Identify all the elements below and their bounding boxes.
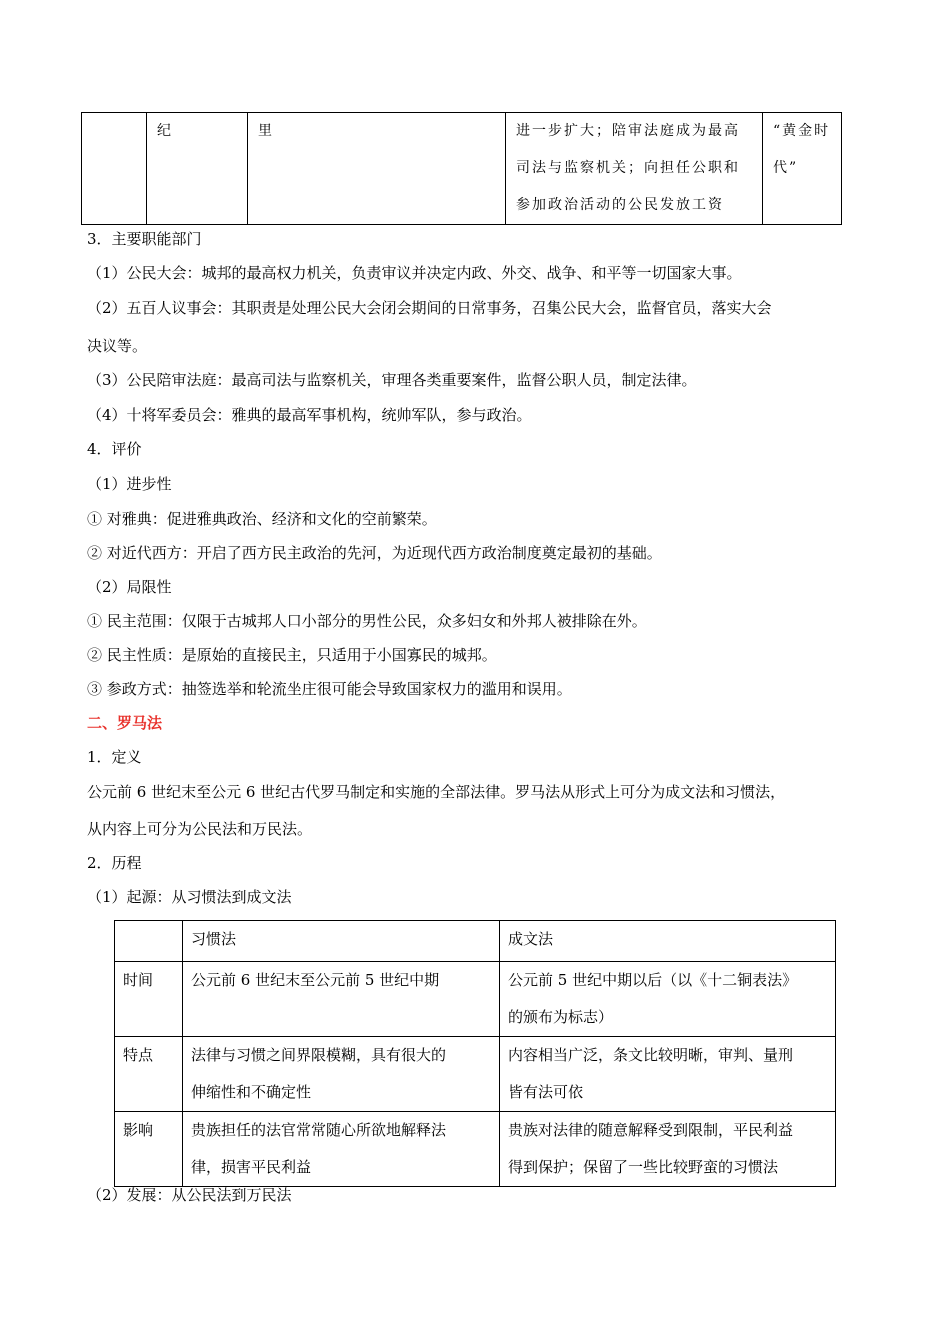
table-cell: 时间 <box>115 962 183 1037</box>
table-cell <box>183 1037 500 1112</box>
paragraph: ② 对近代西方：开启了西方民主政治的先河，为近现代西方政治制度奠定最初的基础。 <box>87 544 662 562</box>
table-header-row <box>115 921 836 962</box>
table-cell: 纪 <box>147 113 248 225</box>
section-heading: 2．历程 <box>87 854 142 872</box>
table-cell <box>183 962 500 1037</box>
paragraph: ① 民主范围：仅限于古城邦人口小部分的男性公民，众多妇女和外邦人被排除在外。 <box>87 612 647 630</box>
cell-line: 的颁布为标志） <box>508 1008 614 1026</box>
section-heading: 3．主要职能部门 <box>87 230 202 248</box>
cell-line: 进一步扩大；陪审法庭成为最高 <box>516 123 740 139</box>
cell-line: 公元前 5 世纪中期以后（以《十二铜表法》 <box>508 971 798 989</box>
paragraph: （1）公民大会：城邦的最高权力机关，负责审议并决定内政、外交、战争、和平等一切国家大事。 <box>87 264 742 282</box>
paragraph: ① 对雅典：促进雅典政治、经济和文化的空前繁荣。 <box>87 510 437 528</box>
table-cell: “黄金时代” <box>763 113 842 225</box>
paragraph: 公元前 6 世纪末至公元 6 世纪古代罗马制定和实施的全部法律。罗马法从形式上可分为成文法和习惯法， <box>87 783 786 801</box>
table-cell <box>506 113 763 225</box>
reform-table-fragment <box>81 112 842 225</box>
paragraph: （3）公民陪审法庭：最高司法与监察机关，审理各类重要案件，监督公职人员，制定法律。 <box>87 371 697 389</box>
cell-line: 法律与习惯之间界限模糊，具有很大的 <box>191 1046 447 1064</box>
table-row <box>82 113 842 225</box>
table-cell <box>82 113 147 225</box>
section-heading: 4．评价 <box>87 440 142 458</box>
table-cell <box>500 1037 836 1112</box>
table-cell: 特点 <box>115 1037 183 1112</box>
cell-line: 司法与监察机关；向担任公职和 <box>516 160 740 176</box>
paragraph: ② 民主性质：是原始的直接民主，只适用于小国寡民的城邦。 <box>87 646 497 664</box>
paragraph: （1）进步性 <box>87 475 172 493</box>
paragraph: ③ 参政方式：抽签选举和轮流坐庄很可能会导致国家权力的滥用和误用。 <box>87 680 572 698</box>
table-row <box>115 962 836 1037</box>
table-cell: 习惯法 <box>183 921 500 962</box>
cell-line: 皆有法可依 <box>508 1083 584 1101</box>
paragraph: （2）发展：从公民法到万民法 <box>87 1186 292 1204</box>
section-heading: 1．定义 <box>87 748 142 766</box>
paragraph: （2）五百人议事会：其职责是处理公民大会闭会期间的日常事务，召集公民大会，监督官员，落实大会 <box>87 299 772 317</box>
table-row <box>115 1037 836 1112</box>
cell-line: 内容相当广泛，条文比较明晰，审判、量刑 <box>508 1046 794 1064</box>
law-comparison-table <box>114 920 836 1187</box>
paragraph: （2）局限性 <box>87 578 172 596</box>
table-row <box>115 1112 836 1187</box>
cell-line: 贵族对法律的随意解释受到限制，平民利益 <box>508 1121 794 1139</box>
paragraph: 决议等。 <box>87 337 148 355</box>
table-cell <box>115 921 183 962</box>
cell-line: 伸缩性和不确定性 <box>191 1083 312 1101</box>
cell-line: 得到保护；保留了一些比较野蛮的习惯法 <box>508 1158 779 1176</box>
cell-line: 律，损害平民利益 <box>191 1158 312 1176</box>
paragraph: （1）起源：从习惯法到成文法 <box>87 888 292 906</box>
cell-line: 参加政治活动的公民发放工资 <box>516 197 724 213</box>
table-cell <box>500 1112 836 1187</box>
paragraph: （4）十将军委员会：雅典的最高军事机构，统帅军队，参与政治。 <box>87 406 532 424</box>
table-cell <box>500 962 836 1037</box>
cell-line: 贵族担任的法官常常随心所欲地解释法 <box>191 1121 447 1139</box>
table-cell: 影响 <box>115 1112 183 1187</box>
table-cell: 里 <box>248 113 506 225</box>
table-cell: 成文法 <box>500 921 836 962</box>
cell-line: 公元前 6 世纪末至公元前 5 世纪中期 <box>191 971 440 989</box>
table-cell <box>183 1112 500 1187</box>
chapter-heading: 二、罗马法 <box>87 714 163 732</box>
paragraph: 从内容上可分为公民法和万民法。 <box>87 820 313 838</box>
